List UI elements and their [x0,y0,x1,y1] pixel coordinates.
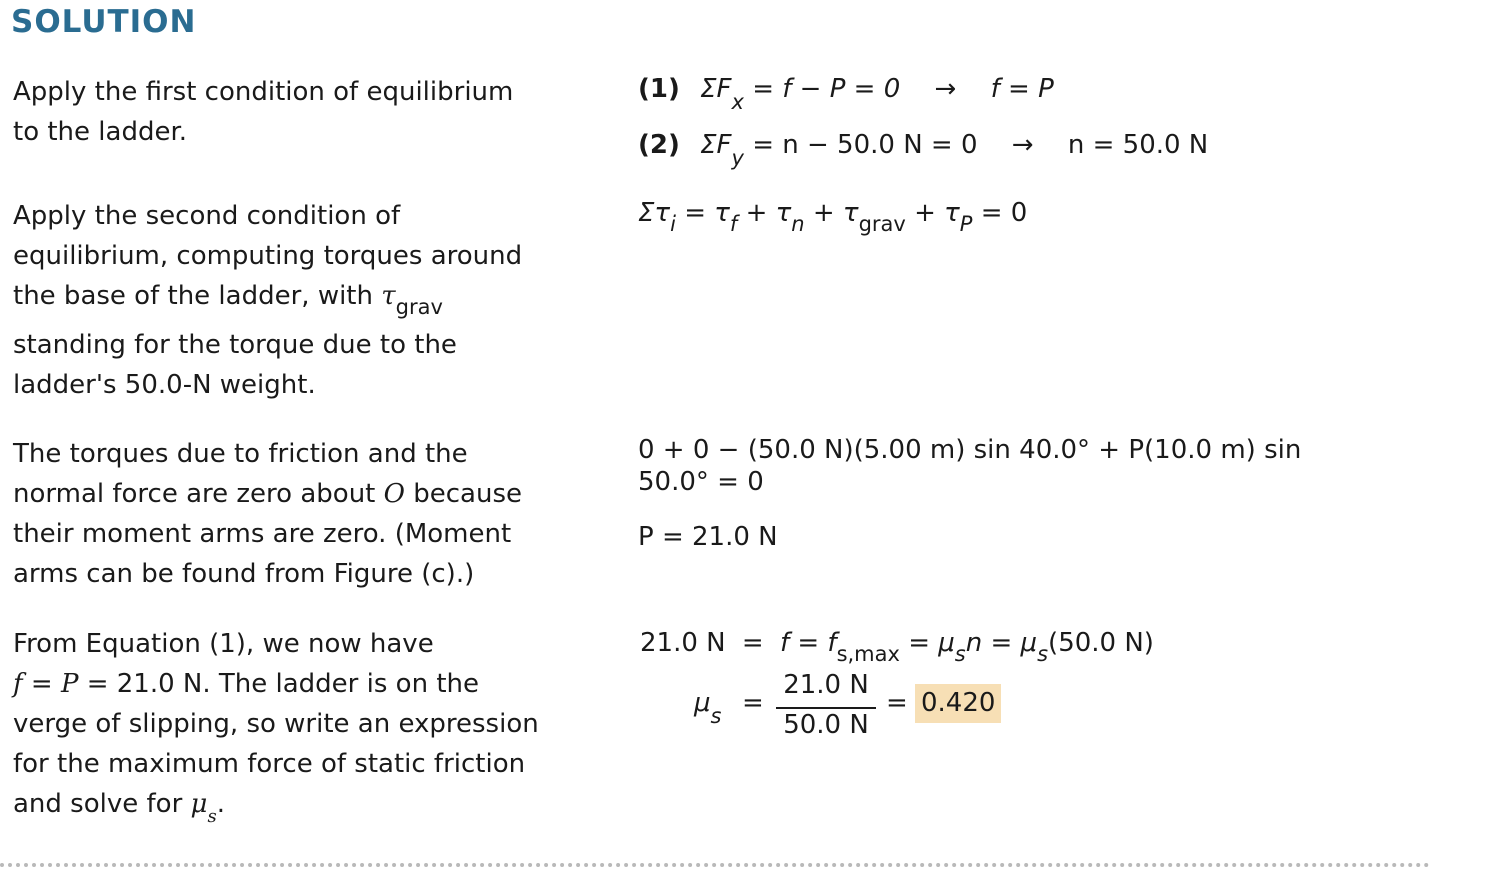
step2-description-a: Apply the second condition of equilibrium, computing torques around the base of the ladder, with [13,201,523,311]
step3-description [13,434,543,594]
torque-n-sub: n [791,212,805,236]
torque-plus-p: + τ [914,198,960,228]
torque-sum: Στ [638,198,671,228]
step4-description-b: = 21.0 N. The ladder is on the verge of slipping, so write an expression for the maximum force of static friction and solve for [13,669,539,819]
friction-eq: = [741,628,764,658]
mu-eq: = [742,688,764,718]
equation-1 [638,74,1054,114]
p-result: P = 21.0 N [638,522,778,552]
torque-sum-sub: i [670,212,676,236]
dotted-divider [0,863,1430,867]
equation-2 [638,130,1209,170]
torque-plus-n: + τ [745,198,792,228]
equation-2-label: (2) [638,130,680,160]
friction-mu-sub: s [954,642,966,666]
friction-equation [640,628,1154,666]
mu-symbol-main: μ [694,688,711,718]
symbol-p: P [60,669,79,699]
equation-1-sub: x [731,90,744,114]
friction-mu: = μ [908,628,955,658]
step3-description-a: The torques due to friction and the normal force are zero about [13,439,468,509]
friction-sub: s,max [836,642,900,666]
friction-n: n = μ [965,628,1038,658]
equation-1-lhs: ΣF [700,74,732,104]
equation-2-result: n = 50.0 N [1067,130,1209,160]
step3-description-b: because their moment arms are zero. (Moment arms can be found from Figure (c).) [13,479,522,589]
friction-value: (50.0 N) [1048,628,1154,658]
torque-grav-sub: grav [858,212,906,236]
solution-title: SOLUTION [11,4,197,40]
mu-symbol [694,688,722,728]
step4-description [13,624,543,827]
answer-box: 0.420 [915,684,1001,723]
torque-f-sub: f [729,212,738,236]
torque-eq: = τ [684,198,730,228]
equation-2-rest: = n − 50.0 N = 0 [752,130,978,160]
symbol-eq: = [22,669,61,699]
equation-1-label: (1) [638,74,680,104]
equation-2-sub: y [731,146,744,170]
equation-1-result: f = P [990,74,1054,104]
tau-symbol: τ [381,281,396,311]
symbol-mu: μ [190,789,208,819]
fraction-numerator: 21.0 N [783,670,869,700]
symbol-mu-sub: s [207,806,217,827]
arrow-icon: → [1011,130,1034,160]
step1-description: Apply the first condition of equilibrium to the ladder. [13,77,514,147]
torque-values-equation [638,434,1301,498]
friction-mu-sub2: s [1037,642,1049,666]
fraction-denominator: 50.0 N [783,710,869,740]
equation-1-rest: = f − P = 0 [752,74,901,104]
torque-p-sub: P [959,212,973,236]
arrow-icon: → [934,74,957,104]
torque-values-line2: 50.0° = 0 [638,467,764,497]
torque-values-line1: 0 + 0 − (50.0 N)(5.00 m) sin 40.0° + P(10.0 m) sin [638,435,1302,465]
torque-plus-grav: + τ [812,198,859,228]
torque-sum-equation [638,198,1028,236]
step4-description-end: . [216,789,225,819]
symbol-f: f [13,669,23,699]
friction-f: f = f [779,628,837,658]
mu-symbol-sub: s [710,704,722,728]
fraction-bar [776,707,876,709]
step2-description [13,196,543,405]
step2-description-b: standing for the torque due to the ladder's 50.0-N weight. [13,330,457,400]
answer-eq: = [886,688,908,718]
tau-grav-sub: grav [395,295,443,319]
friction-lhs: 21.0 N [640,628,726,658]
equation-2-lhs: ΣF [700,130,732,160]
torque-end: = 0 [980,198,1028,228]
point-o: O [383,479,405,509]
step4-description-a: From Equation (1), we now have [13,629,434,659]
